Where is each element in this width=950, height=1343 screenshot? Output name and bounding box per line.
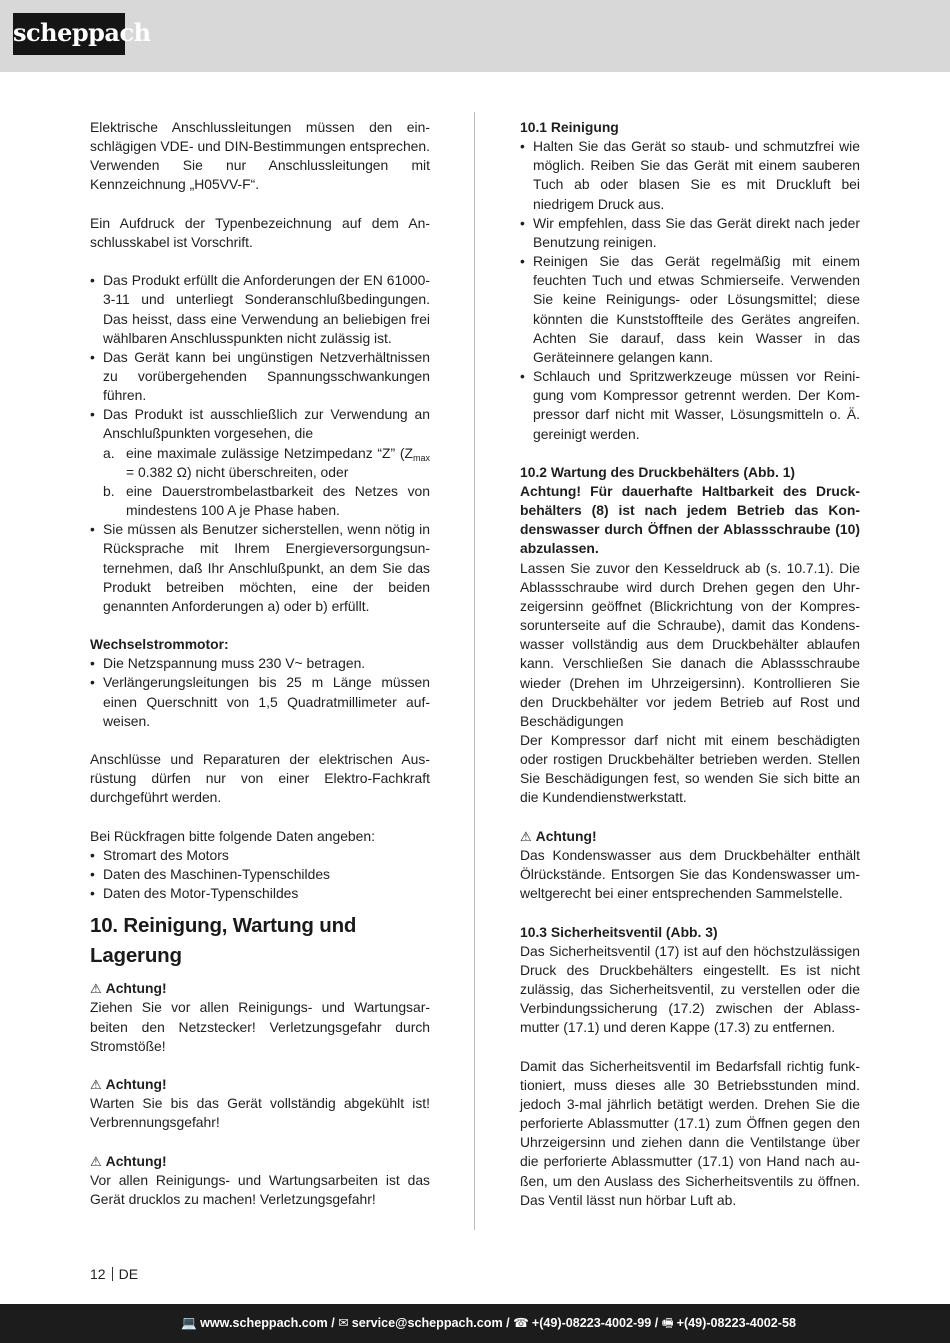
email-link[interactable]: service@scheppach.com / xyxy=(351,1316,510,1330)
column-divider xyxy=(474,112,475,1230)
left-column xyxy=(90,118,430,1209)
warning-heading: ⚠ Achtung! xyxy=(90,1152,430,1171)
list-item xyxy=(90,405,430,520)
warning-icon: ⚠ xyxy=(520,828,532,844)
phone-icon: ☎ xyxy=(513,1316,529,1330)
list-item: • Schlauch und Spritzwerkzeuge müssen vor Reinigung vom Kompressor getrennt werden. Der Kompressor darf nicht mit Wasser, Lösungsmitteln o. Ä. gereinigt werden. xyxy=(520,367,860,444)
website-link[interactable]: www.scheppach.com / xyxy=(200,1316,335,1330)
warning-icon: ⚠ xyxy=(90,981,102,997)
motor-list xyxy=(90,654,430,731)
motor-heading: Wechselstrommotor: xyxy=(90,636,229,653)
bold-warning-paragraph: Achtung! Für dauerhafte Haltbarkeit des Druckbehälters (8) ist nach jedem Betrieb das Kondenswasser durch Öffnen der Ablassschraube (10) abzulassen. xyxy=(520,482,860,557)
brand-logo: scheppach xyxy=(13,13,125,55)
contact-line xyxy=(181,1315,796,1332)
paragraph-drain: Lassen Sie zuvor den Kesseldruck ab (s. 10.7.1). Die Ablassschraube wird durch Drehen gegen den Uhrzeigersinn geöffnet (Blickrichtung von der Kompressorunterseite auf die Schraube), damit das Kondenswasser vollständig aus dem Druckbehälter ablaufen kann. Verschließen Sie danach die Ablassschraube wieder (Drehen im Uhrzeigersinn). Kontrollieren Sie den Druckbehälter vor jedem Betrieb auf Rost und Beschädigungen xyxy=(520,559,860,729)
paragraph-valve: Das Sicherheitsventil (17) ist auf den höchstzulässigen Druck des Druckbehälters eingestellt. Es ist nicht zulässig, das Sicherheitsventil, zu verstellen oder die Verbindungssicherung (17.2) zwischen der Ablassmutter (17.1) und deren Kappe (17.3) zu entfernen. xyxy=(520,942,860,1036)
list-item-text: Das Produkt ist ausschließlich zur Verwendung an Anschlußpunkten vorgesehen, die xyxy=(103,406,430,442)
monitor-icon: 💻 xyxy=(181,1316,198,1330)
warning-icon: ⚠ xyxy=(90,1077,102,1093)
list-item: • Verlängerungsleitungen bis 25 m Länge müssen einen Querschnitt von 1,5 Quadratmillimeter aufweisen. xyxy=(90,673,430,730)
phone-number: +(49)-08223-4002-99 / xyxy=(531,1316,659,1330)
requirements-list xyxy=(90,271,430,616)
warning-heading: ⚠ Achtung! xyxy=(90,1075,430,1094)
sub-list-marker: b. xyxy=(103,482,115,499)
page-header xyxy=(0,0,950,72)
subsection-heading: 10.1 Reinigung xyxy=(520,119,619,135)
list-item: • Daten des Maschinen-Typenschildes xyxy=(90,865,430,884)
list-item: • Das Produkt erfüllt die Anforderungen der EN 61000-3-11 und unterliegt Sonderanschlußbedingungen. Das heisst, dass eine Verwendung an beliebigen frei wählbaren Anschlusspunkten nicht zulässig ist. xyxy=(90,271,430,348)
list-item: • Daten des Motor-Typenschildes xyxy=(90,884,430,903)
warning-text: Das Kondenswasser aus dem Druckbehälter enthält Ölrückstände. Entsorgen Sie das Kondenswasser umweltgerecht bei einer entsprechenden Sammelstelle. xyxy=(520,846,860,902)
paragraph-repairs: Anschlüsse und Reparaturen der elektrischen Ausrüstung dürfen nur von einer Elektro-Fachkraft durchgeführt werden. xyxy=(90,751,430,806)
footer-bar xyxy=(0,1304,950,1343)
page-separator xyxy=(112,1267,113,1281)
fax-icon: 🖷 xyxy=(661,1316,674,1330)
warning-text: Ziehen Sie vor allen Reinigungs- und Wartungsarbeiten den Netzstecker! Verletzungsgefahr durch Stromstöße! xyxy=(90,999,430,1054)
sub-list-marker: a. xyxy=(103,444,115,461)
list-item: • Das Gerät kann bei ungünstigen Netzverhältnissen zu vorübergehenden Spannungsschwankungen führen. xyxy=(90,348,430,405)
list-item: • Sie müssen als Benutzer sicherstellen, wenn nötig in Rücksprache mit Ihrem Energieversorgungsunternehmen, daß Ihr Anschlußpunkt, an dem Sie das Produkt betreiben möchten, eine der beiden genannten Anforderungen a) oder b) erfüllt. xyxy=(90,520,430,616)
paragraph-valve-operation: Damit das Sicherheitsventil im Bedarfsfall richtig funktioniert, muss dieses alle 30 Betriebsstunden mind. jedoch 3-mal jährlich betätigt werden. Drehen Sie die perforierte Ablassmutter (17.1) zum Öffnen gegen den Uhrzeigersinn und ziehen dann die Ventilstange über die perforierte Ablassmutter (17.1) von Hand nach außen, um den Auslass des Sicherheitsventils zu öffnen. Das Ventil lässt nun hörbar Luft ab. xyxy=(520,1057,860,1208)
sub-list-item: b. eine Dauerstrombelastbarkeit des Netzes von mindestens 100 A je Phase haben. xyxy=(103,482,430,519)
page-number: 12 DE xyxy=(90,1266,139,1282)
list-item: • Wir empfehlen, dass Sie das Gerät direkt nach jeder Benutzung reinigen. xyxy=(520,214,860,252)
paragraph-damage: Der Kompressor darf nicht mit einem beschädigten oder rostigen Druckbehälter betrieben werden. Stellen Sie Beschädigungen fest, so wenden Sie sich bitte an die Kundendienstwerkstatt. xyxy=(520,731,860,806)
list-item: • Reinigen Sie das Gerät regelmäßig mit einem feuchten Tuch und etwas Schmierseife. Verwenden Sie keine Reinigungs- oder Lösungsmittel; diese könnten die Kunststoffteile des Gerätes angreifen. Achten Sie darauf, dass kein Wasser in das Geräteinnere gelangen kann. xyxy=(520,252,860,367)
right-column xyxy=(520,118,860,1210)
paragraph-type-label: Ein Aufdruck der Typenbezeichnung auf dem Anschlusskabel ist Vorschrift. xyxy=(90,214,430,250)
warning-text: Warten Sie bis das Gerät vollständig abgekühlt ist! Verbrennungsgefahr! xyxy=(90,1095,430,1131)
fax-number: +(49)-08223-4002-58 xyxy=(676,1316,796,1330)
mail-icon: ✉ xyxy=(338,1316,349,1330)
warning-heading: ⚠ Achtung! xyxy=(90,979,430,998)
list-item: • Die Netzspannung muss 230 V~ betragen. xyxy=(90,654,430,673)
list-item: • Stromart des Motors xyxy=(90,846,430,865)
data-list xyxy=(90,846,430,903)
paragraph-cables: Elektrische Anschlussleitungen müssen den einschlägigen VDE- und DIN-Bestimmungen entsprechen. Verwenden Sie nur Anschlussleitungen mit Kennzeichnung „H05VV-F“. xyxy=(90,119,430,193)
warning-heading: ⚠ Achtung! xyxy=(520,827,860,846)
list-item: • Halten Sie das Gerät so staub- und schmutzfrei wie möglich. Reiben Sie das Gerät mit einem sauberen Tuch ab oder blasen Sie es mit Druckluft bei niedrigem Druck aus. xyxy=(520,137,860,214)
sub-list xyxy=(103,444,430,521)
warning-text: Vor allen Reinigungs- und Wartungsarbeiten ist das Gerät drucklos zu machen! Verletzungsgefahr! xyxy=(90,1171,430,1208)
cleaning-list xyxy=(520,137,860,444)
section-title: 10. Reinigung, Wartung und Lagerung xyxy=(90,914,357,968)
warning-icon: ⚠ xyxy=(90,1153,102,1169)
subsection-heading: 10.2 Wartung des Druckbehälters (Abb. 1) xyxy=(520,463,796,480)
sub-list-item: a. eine maximale zulässige Netzimpedanz “Z” ($Z_{max} = 0.382$ Ω) nicht überschreiten, oder xyxy=(103,444,430,480)
subscript-max: max xyxy=(412,452,430,463)
subsection-heading: 10.3 Sicherheitsventil (Abb. 3) xyxy=(520,923,718,940)
paragraph-questions: Bei Rückfragen bitte folgende Daten angeben: xyxy=(90,827,375,844)
